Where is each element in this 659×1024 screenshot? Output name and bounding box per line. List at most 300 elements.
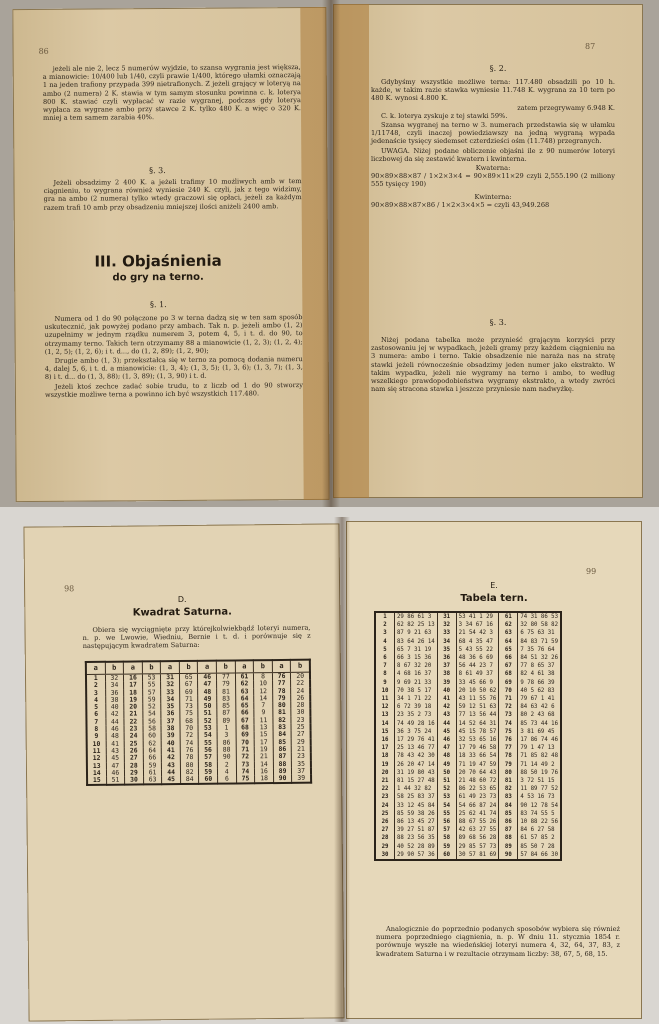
tern-values-cell: 71 19 47 59 <box>458 761 497 768</box>
tern-values-cell: 48 36 6 69 <box>458 655 493 662</box>
paragraph: Analogicznie do poprzednio podanych sposobów wybiera się również numera poprzedniego ciągnienia, n. p. W dniu 11. stycznia 1854 r. porównuje wyszłe na wiedeńskiej loteryi numera 4, 32, 64, 37, 83, z kwadratem Saturna i w rezultacie otrzymam liczby: 38, 67, 5, 68, 15. <box>376 925 620 958</box>
table-row <box>375 728 561 736</box>
tern-number-cell: 38 <box>437 670 456 678</box>
saturn-cell: 26 <box>124 747 143 754</box>
saturn-cell: 48 <box>106 733 125 740</box>
saturn-cell: 36 <box>161 711 180 718</box>
tern-values-cell: 83 74 55 5 <box>520 810 555 817</box>
table-row <box>375 679 561 687</box>
saturn-cell: 81 <box>217 688 236 695</box>
tern-number-cell: 63 <box>499 629 518 637</box>
saturn-cell: 6 <box>86 711 105 718</box>
tern-number-cell: 42 <box>437 703 456 711</box>
text-block <box>371 336 615 394</box>
page-number: 98 <box>64 584 75 594</box>
saturn-header-cell: a <box>161 661 180 674</box>
page-number: 99 <box>586 567 597 576</box>
tern-values-cell: 65 7 31 19 <box>397 646 432 653</box>
saturn-cell: 43 <box>162 762 181 769</box>
tern-values-cell: 79 1 47 13 <box>520 745 555 752</box>
page-86 <box>12 7 329 502</box>
saturn-cell: 52 <box>143 703 162 710</box>
tern-number-cell: 58 <box>437 834 456 842</box>
tern-values-cell: 56 44 23 7 <box>458 663 493 670</box>
saturn-cell: 70 <box>236 739 255 746</box>
saturn-cell: 84 <box>273 731 292 738</box>
tern-values-cell: 61 49 23 73 <box>458 794 497 801</box>
saturn-cell: 31 <box>161 674 180 682</box>
tern-number-cell: 67 <box>499 662 518 670</box>
paragraph: Gdybyśmy wszystkie możliwe terna: 117.480 obsadzili po 10 h. każde, w takim razie stawka wyniesie 11.748 K. wygrana za 10 tern po 480 K. wynosi 4.800 K. <box>371 78 615 103</box>
saturn-cell: 4 <box>86 697 105 704</box>
tern-values-cell: 77 8 65 37 <box>520 663 555 670</box>
table-row <box>375 654 561 662</box>
footer-text <box>376 925 620 959</box>
kwintern-label: Kwinterna: <box>474 192 512 201</box>
tern-number-cell: 19 <box>375 761 395 769</box>
tern-number-cell: 3 <box>375 629 395 637</box>
saturn-cell: 75 <box>180 710 199 717</box>
saturn-cell: 33 <box>161 689 180 696</box>
saturn-cell: 67 <box>179 681 198 688</box>
tern-number-cell: 76 <box>499 736 518 744</box>
tern-number-cell: 49 <box>437 761 456 769</box>
saturn-cell: 7 <box>86 719 105 726</box>
tern-values-cell: 9 69 21 33 <box>397 679 432 686</box>
saturn-cell: 69 <box>236 732 255 739</box>
tern-values-cell: 66 3 15 36 <box>397 655 432 662</box>
saturn-cell: 14 <box>87 770 106 777</box>
table-row <box>375 744 561 752</box>
text-block <box>43 63 301 123</box>
saturn-cell: 79 <box>217 681 236 688</box>
saturn-cell: 15 <box>87 777 106 785</box>
table-row <box>375 670 561 678</box>
saturn-cell: 18 <box>255 775 274 783</box>
saturn-cell: 26 <box>291 695 310 702</box>
tern-number-cell: 75 <box>499 728 518 736</box>
tern-number-cell: 40 <box>437 687 456 695</box>
saturn-cell: 76 <box>180 747 199 754</box>
saturn-cell: 42 <box>162 754 181 761</box>
saturn-cell: 48 <box>198 688 217 695</box>
tern-number-cell: 43 <box>437 711 456 719</box>
tern-number-cell: 22 <box>375 785 395 793</box>
saturn-square <box>85 659 312 787</box>
saturn-cell: 68 <box>180 718 199 725</box>
tern-number-cell: 84 <box>499 802 518 810</box>
paragraph: jeżeli ale nie 2, lecz 5 numerów wyjdzie, to szansa wygrania jest większa, a mianowicie: 10/400 lub 1/40, czyli prawie 1/400, którego ułamki oznaczają 1 na jeden trafiony przypada 399 nietrafionych. Z jeżeli grający w loteryą na ambo (2 numera) 2 K. stawia w tym samym stosunku powinna c. k. loterya 800 K. stawiać czyli wypłacać w razie wygranej, podczas gdy loterya wypłaca za wygrane ambo przy stawce 2 K. tylko 480 K. a więc o 320 K. mniej a tem samem zarabia 40%. <box>42 63 302 123</box>
gutter <box>322 0 340 507</box>
saturn-cell: 45 <box>106 755 125 762</box>
tern-number-cell: 18 <box>375 752 395 760</box>
saturn-cell: 82 <box>273 717 292 724</box>
tern-number-cell: 5 <box>375 646 395 654</box>
table-row <box>375 711 561 719</box>
saturn-cell: 30 <box>125 777 144 785</box>
tern-values-cell: 74 49 28 16 <box>397 720 435 727</box>
saturn-cell: 55 <box>199 739 218 746</box>
tern-number-cell: 86 <box>499 818 518 826</box>
saturn-cell: 65 <box>179 673 198 681</box>
saturn-header-cell: b <box>254 660 273 673</box>
saturn-cell: 38 <box>105 697 124 704</box>
saturn-cell: 10 <box>254 680 273 687</box>
tern-number-cell: 46 <box>437 736 456 744</box>
bottom-photo <box>0 507 659 1024</box>
tern-number-cell: 14 <box>375 720 395 728</box>
saturn-cell: 20 <box>291 672 310 680</box>
saturn-cell: 83 <box>217 695 236 702</box>
saturn-cell: 53 <box>142 674 161 682</box>
saturn-cell: 8 <box>254 673 273 681</box>
tern-number-cell: 64 <box>499 638 518 646</box>
tern-number-cell: 72 <box>499 703 518 711</box>
saturn-cell: 3 <box>86 689 105 696</box>
intro-text <box>82 624 310 652</box>
tern-values-cell: 14 52 64 31 <box>458 720 497 727</box>
tern-values-cell: 25 62 41 74 <box>458 810 497 817</box>
table-row <box>375 802 561 810</box>
tern-values-cell: 86 13 45 27 <box>397 819 435 826</box>
saturn-cell: 46 <box>106 726 125 733</box>
tern-number-cell: 1 <box>375 612 395 621</box>
tern-values-cell: 85 73 44 16 <box>520 720 559 727</box>
tern-number-cell: 73 <box>499 711 518 719</box>
tern-values-cell: 9 78 66 39 <box>520 679 555 686</box>
tern-number-cell: 78 <box>499 752 518 760</box>
tern-values-cell: 4 53 16 73 <box>520 794 555 801</box>
tern-values-cell: 33 12 45 84 <box>397 802 435 809</box>
tern-values-cell: 4 68 16 37 <box>397 671 432 678</box>
tern-number-cell: 27 <box>375 826 395 834</box>
saturn-cell: 60 <box>199 776 218 784</box>
saturn-cell: 20 <box>124 704 143 711</box>
tern-number-cell: 4 <box>375 638 395 646</box>
saturn-cell: 13 <box>254 724 273 731</box>
table-row <box>375 752 561 760</box>
table-row <box>375 629 561 637</box>
saturn-cell: 73 <box>236 761 255 768</box>
saturn-cell: 89 <box>217 717 236 724</box>
tern-values-cell: 8 61 49 37 <box>458 671 493 678</box>
tern-values-cell: 40 52 28 89 <box>397 843 435 850</box>
saturn-cell: 54 <box>143 711 162 718</box>
tern-number-cell: 28 <box>375 834 395 842</box>
tern-values-cell: 87 9 21 63 <box>397 630 432 637</box>
tern-number-cell: 85 <box>499 810 518 818</box>
saturn-cell: 41 <box>106 740 125 747</box>
tern-number-cell: 32 <box>437 621 456 629</box>
saturn-cell: 13 <box>87 762 106 769</box>
tern-number-cell: 60 <box>437 851 456 860</box>
saturn-cell: 10 <box>87 740 106 747</box>
saturn-cell: 35 <box>161 703 180 710</box>
tern-values-cell: 88 67 55 26 <box>458 819 497 826</box>
saturn-cell: 56 <box>143 718 162 725</box>
text-block <box>44 313 303 400</box>
saturn-cell: 72 <box>180 732 199 739</box>
saturn-cell: 22 <box>291 680 310 687</box>
saturn-cell: 46 <box>106 769 125 776</box>
saturn-cell: 18 <box>124 689 143 696</box>
top-photo <box>0 0 659 507</box>
saturn-cell: 32 <box>161 681 180 688</box>
saturn-cell: 41 <box>162 747 181 754</box>
note: UWAGA. Niżej podane obliczenie objaśni ile z 90 numerów loteryi liczbowej da się zestawić kwatern i kwinterna. <box>371 146 615 163</box>
tern-number-cell: 26 <box>375 818 395 826</box>
tern-values-cell: 5 43 55 22 <box>458 646 493 653</box>
saturn-cell: 90 <box>273 775 292 783</box>
tern-values-cell: 82 4 61 38 <box>520 671 555 678</box>
saturn-cell: 85 <box>273 739 292 746</box>
table-row <box>375 810 561 818</box>
saturn-header-cell: a <box>272 660 291 673</box>
tern-values-cell: 86 22 53 65 <box>458 786 497 793</box>
saturn-cell: 66 <box>143 754 162 761</box>
tern-number-cell: 89 <box>499 843 518 851</box>
tern-number-cell: 53 <box>437 793 456 801</box>
tern-number-cell: 8 <box>375 670 395 678</box>
saturn-cell: 84 <box>180 776 199 784</box>
tern-values-cell: 33 45 66 9 <box>458 679 493 686</box>
saturn-cell: 22 <box>124 718 143 725</box>
saturn-cell: 58 <box>199 761 218 768</box>
tern-number-cell: 24 <box>375 802 395 810</box>
tern-number-cell: 34 <box>437 638 456 646</box>
saturn-header-cell: b <box>216 660 235 673</box>
lost-line: zatem przegrywamy 6.948 K. <box>517 103 615 112</box>
tern-number-cell: 17 <box>375 744 395 752</box>
tern-number-cell: 37 <box>437 662 456 670</box>
tern-values-cell: 74 31 86 53 <box>520 614 559 620</box>
saturn-cell: 75 <box>236 775 255 783</box>
saturn-cell: 17 <box>254 739 273 746</box>
tern-values-cell: 21 48 60 72 <box>458 778 497 785</box>
paragraph: Numera od 1 do 90 połączone po 3 w terna dadzą się w ten sam sposób uskutecznić, jak powyżej podano przy ambach. Tak n. p. jeżeli ambo (1, 2) uzupełnimy w jednym rządku numerem 3, potem 4, 5, i t. d. do 90, to otrzymamy terno. Takich tern otrzymamy 88 a mianowicie (1, 2, 3); (1, 2, 4); (1, 2, 5); (1, 2, 6); i t. d..., do (1, 2, 89); (1, 2, 90); <box>44 313 303 356</box>
saturn-cell: 50 <box>198 703 217 710</box>
tern-number-cell: 15 <box>375 728 395 736</box>
tern-number-cell: 81 <box>499 777 518 785</box>
saturn-cell: 3 <box>217 732 236 739</box>
saturn-cell: 14 <box>255 761 274 768</box>
tern-values-cell: 3 81 69 45 <box>520 728 555 735</box>
section-letter: D. <box>177 594 187 605</box>
section-letter: E. <box>490 581 498 590</box>
tern-number-cell: 23 <box>375 793 395 801</box>
tern-values-cell: 77 13 56 44 <box>458 712 497 719</box>
saturn-cell: 80 <box>273 702 292 709</box>
tern-number-cell: 90 <box>499 851 518 860</box>
saturn-cell: 86 <box>273 746 292 753</box>
saturn-cell: 27 <box>124 755 143 762</box>
tern-values-cell: 57 84 66 30 <box>520 851 559 858</box>
tern-values-cell: 31 19 80 43 <box>397 769 435 776</box>
saturn-cell: 67 <box>236 717 255 724</box>
table-row <box>375 826 561 834</box>
saturn-cell: 1 <box>86 674 105 682</box>
table-row <box>375 662 561 670</box>
saturn-cell: 11 <box>254 717 273 724</box>
tern-number-cell: 52 <box>437 785 456 793</box>
tern-values-cell: 61 57 85 2 <box>520 835 555 842</box>
tern-table <box>374 611 562 861</box>
tern-number-cell: 65 <box>499 646 518 654</box>
tern-values-cell: 88 50 19 76 <box>520 769 559 776</box>
table-row <box>375 612 561 621</box>
tern-values-cell: 80 2 43 68 <box>520 712 555 719</box>
tern-number-cell: 21 <box>375 777 395 785</box>
saturn-cell: 25 <box>124 740 143 747</box>
table-row <box>375 646 561 654</box>
saturn-cell: 27 <box>291 731 310 738</box>
saturn-cell: 40 <box>105 704 124 711</box>
tern-values-cell: 70 38 5 17 <box>397 687 432 694</box>
tern-values-cell: 83 64 26 14 <box>397 638 435 645</box>
tern-number-cell: 54 <box>437 802 456 810</box>
tern-values-cell: 29 86 61 3 <box>397 614 432 620</box>
saturn-cell: 79 <box>272 695 291 702</box>
saturn-cell: 56 <box>199 747 218 754</box>
tern-number-cell: 68 <box>499 670 518 678</box>
tern-title: Tabela tern. <box>460 593 528 604</box>
tern-values-cell: 40 5 62 83 <box>520 687 555 694</box>
tern-values-cell: 26 20 47 14 <box>397 761 435 768</box>
tern-values-cell: 88 23 56 35 <box>397 835 435 842</box>
saturn-cell: 59 <box>143 762 162 769</box>
saturn-header-cell: a <box>86 662 105 675</box>
section-heading: §. 3. <box>489 318 507 327</box>
saturn-cell: 23 <box>292 753 311 760</box>
tern-values-cell: 90 12 78 54 <box>520 802 559 809</box>
tern-values-cell: 6 72 39 18 <box>397 704 432 711</box>
page-number: 86 <box>38 46 49 56</box>
tern-values-cell: 8 67 32 20 <box>397 663 432 670</box>
saturn-header-cell: b <box>105 662 124 675</box>
tern-number-cell: 77 <box>499 744 518 752</box>
saturn-cell: 47 <box>198 681 217 688</box>
saturn-cell: 88 <box>217 746 236 753</box>
saturn-cell: 57 <box>199 754 218 761</box>
paragraph: Niżej podana tabelka może przynieść grającym korzyści przy zastosowaniu jej w wypadkach, jeżeli gramy przy każdem ciągnieniu na 3 numera: ambo i terno. Takie obsadzenie nie naraża nas na stratę stawki jeżeli równocześnie obsadzimy jeden numer jako ekstrakto. W takim wypadku, jeżeli nie wygramy na terno i ambo, to według wszelkiego prawdopodobieństwa wygramy ekstrakto, a wtedy zwróci nam się stracona stawka i jeszcze przyniesie nam nadwyżkę. <box>371 336 615 394</box>
paragraph: Jeżeli obsadzimy 2 400 K. a jeżeli trafimy 10 możliwych amb w tem ciągnieniu, to wygrana również wyniesie 240 K. czyli, jak z tego widzimy, gra na ambo (2 numera) tylko wtedy graczowi się opłaci, jeżeli za każdym razem trafi 10 amb przy obsadzeniu mniejszej ilości aniżeli 2400 amb. <box>43 177 302 212</box>
saturn-cell: 1 <box>217 725 236 732</box>
saturn-cell: 86 <box>217 739 236 746</box>
table-row <box>375 736 561 744</box>
saturn-cell: 9 <box>254 710 273 717</box>
saturn-cell: 57 <box>142 689 161 696</box>
table-row <box>375 695 561 703</box>
text-block <box>43 177 301 213</box>
saturn-cell: 74 <box>180 740 199 747</box>
saturn-cell: 6 <box>218 776 237 784</box>
saturn-cell: 65 <box>235 702 254 709</box>
saturn-cell: 63 <box>235 688 254 695</box>
saturn-cell: 71 <box>180 696 199 703</box>
saturn-cell: 87 <box>217 710 236 717</box>
table-row <box>375 793 561 801</box>
tern-values-cell: 20 70 64 43 <box>458 769 497 776</box>
saturn-cell: 60 <box>143 733 162 740</box>
tern-values-cell: 20 10 50 62 <box>458 687 497 694</box>
saturn-cell: 82 <box>180 769 199 776</box>
saturn-header-cell: a <box>198 661 217 674</box>
section-heading: §. 3. <box>149 166 166 176</box>
page-98 <box>23 523 344 1021</box>
tern-values-cell: 84 51 32 26 <box>520 655 559 662</box>
tern-number-cell: 45 <box>437 728 456 736</box>
saturn-cell: 28 <box>291 702 310 709</box>
saturn-cell: 58 <box>143 725 162 732</box>
tern-number-cell: 20 <box>375 769 395 777</box>
tern-number-cell: 41 <box>437 695 456 703</box>
saturn-cell: 63 <box>143 776 162 784</box>
paragraph: C. k. loterya zyskuje z tej stawki 59%. <box>381 111 508 120</box>
table-row <box>375 761 561 769</box>
tern-values-cell: 6 75 63 31 <box>520 630 555 637</box>
tern-number-cell: 12 <box>375 703 395 711</box>
table-row <box>375 703 561 711</box>
saturn-cell: 23 <box>291 716 310 723</box>
tern-number-cell: 47 <box>437 744 456 752</box>
saturn-cell: 5 <box>86 704 105 711</box>
section-heading: §. 2. <box>489 64 507 73</box>
saturn-title: Kwadrat Saturna. <box>132 606 233 619</box>
tern-values-cell: 17 86 74 46 <box>520 737 559 744</box>
tern-values-cell: 89 68 56 28 <box>458 835 497 842</box>
tern-number-cell: 71 <box>499 695 518 703</box>
saturn-cell: 30 <box>291 709 310 716</box>
saturn-cell: 35 <box>292 760 311 767</box>
tern-number-cell: 36 <box>437 654 456 662</box>
tern-number-cell: 16 <box>375 736 395 744</box>
tern-values-cell: 84 83 71 59 <box>520 638 559 645</box>
table-row <box>375 843 561 851</box>
saturn-cell: 61 <box>235 673 254 681</box>
saturn-cell: 70 <box>180 725 199 732</box>
kwintern-formula: 90×89×88×87×86 / 1×2×3×4×5 = czyli 43,949.268 <box>371 200 550 209</box>
tern-number-cell: 6 <box>375 654 395 662</box>
table-row <box>375 785 561 793</box>
saturn-cell: 2 <box>86 682 105 689</box>
tern-values-cell: 78 43 42 30 <box>397 753 435 760</box>
tern-values-cell: 59 12 51 63 <box>458 704 497 711</box>
saturn-cell: 62 <box>235 681 254 688</box>
saturn-cell: 87 <box>273 753 292 760</box>
tern-values-cell: 32 80 58 82 <box>520 622 559 629</box>
saturn-cell: 64 <box>143 747 162 754</box>
saturn-cell: 51 <box>106 777 125 785</box>
tern-values-cell: 53 41 1 29 <box>458 614 493 620</box>
saturn-cell: 77 <box>217 673 236 681</box>
tern-values-cell: 54 66 87 24 <box>458 802 497 809</box>
tern-values-cell: 34 1 71 22 <box>397 696 432 703</box>
tern-values-cell: 29 90 57 36 <box>397 851 435 858</box>
tern-number-cell: 9 <box>375 679 395 687</box>
kwatern-label: Kwaterna: <box>475 164 511 173</box>
tern-number-cell: 74 <box>499 720 518 728</box>
tern-values-cell: 85 59 38 26 <box>397 810 435 817</box>
saturn-cell: 32 <box>105 674 124 682</box>
paragraph: Drugie ambo (1, 3); przekształca się w terno za pomocą dodania numeru 4, dalej 5, 6, i t. d. a mianowicie: (1, 3, 4); (1, 3, 5); (1, 3, 6); (1, 3, 7); (1, 3, 8) i t. d... do (1, 3, 88); (1, 3, 89); (1, 3, 90) i t. d. <box>44 355 303 382</box>
table-row <box>375 834 561 842</box>
saturn-cell: 7 <box>254 702 273 709</box>
tern-number-cell: 7 <box>375 662 395 670</box>
saturn-cell: 73 <box>180 703 199 710</box>
text-block <box>371 78 615 217</box>
tern-number-cell: 87 <box>499 826 518 834</box>
tern-values-cell: 3 72 51 15 <box>520 778 555 785</box>
